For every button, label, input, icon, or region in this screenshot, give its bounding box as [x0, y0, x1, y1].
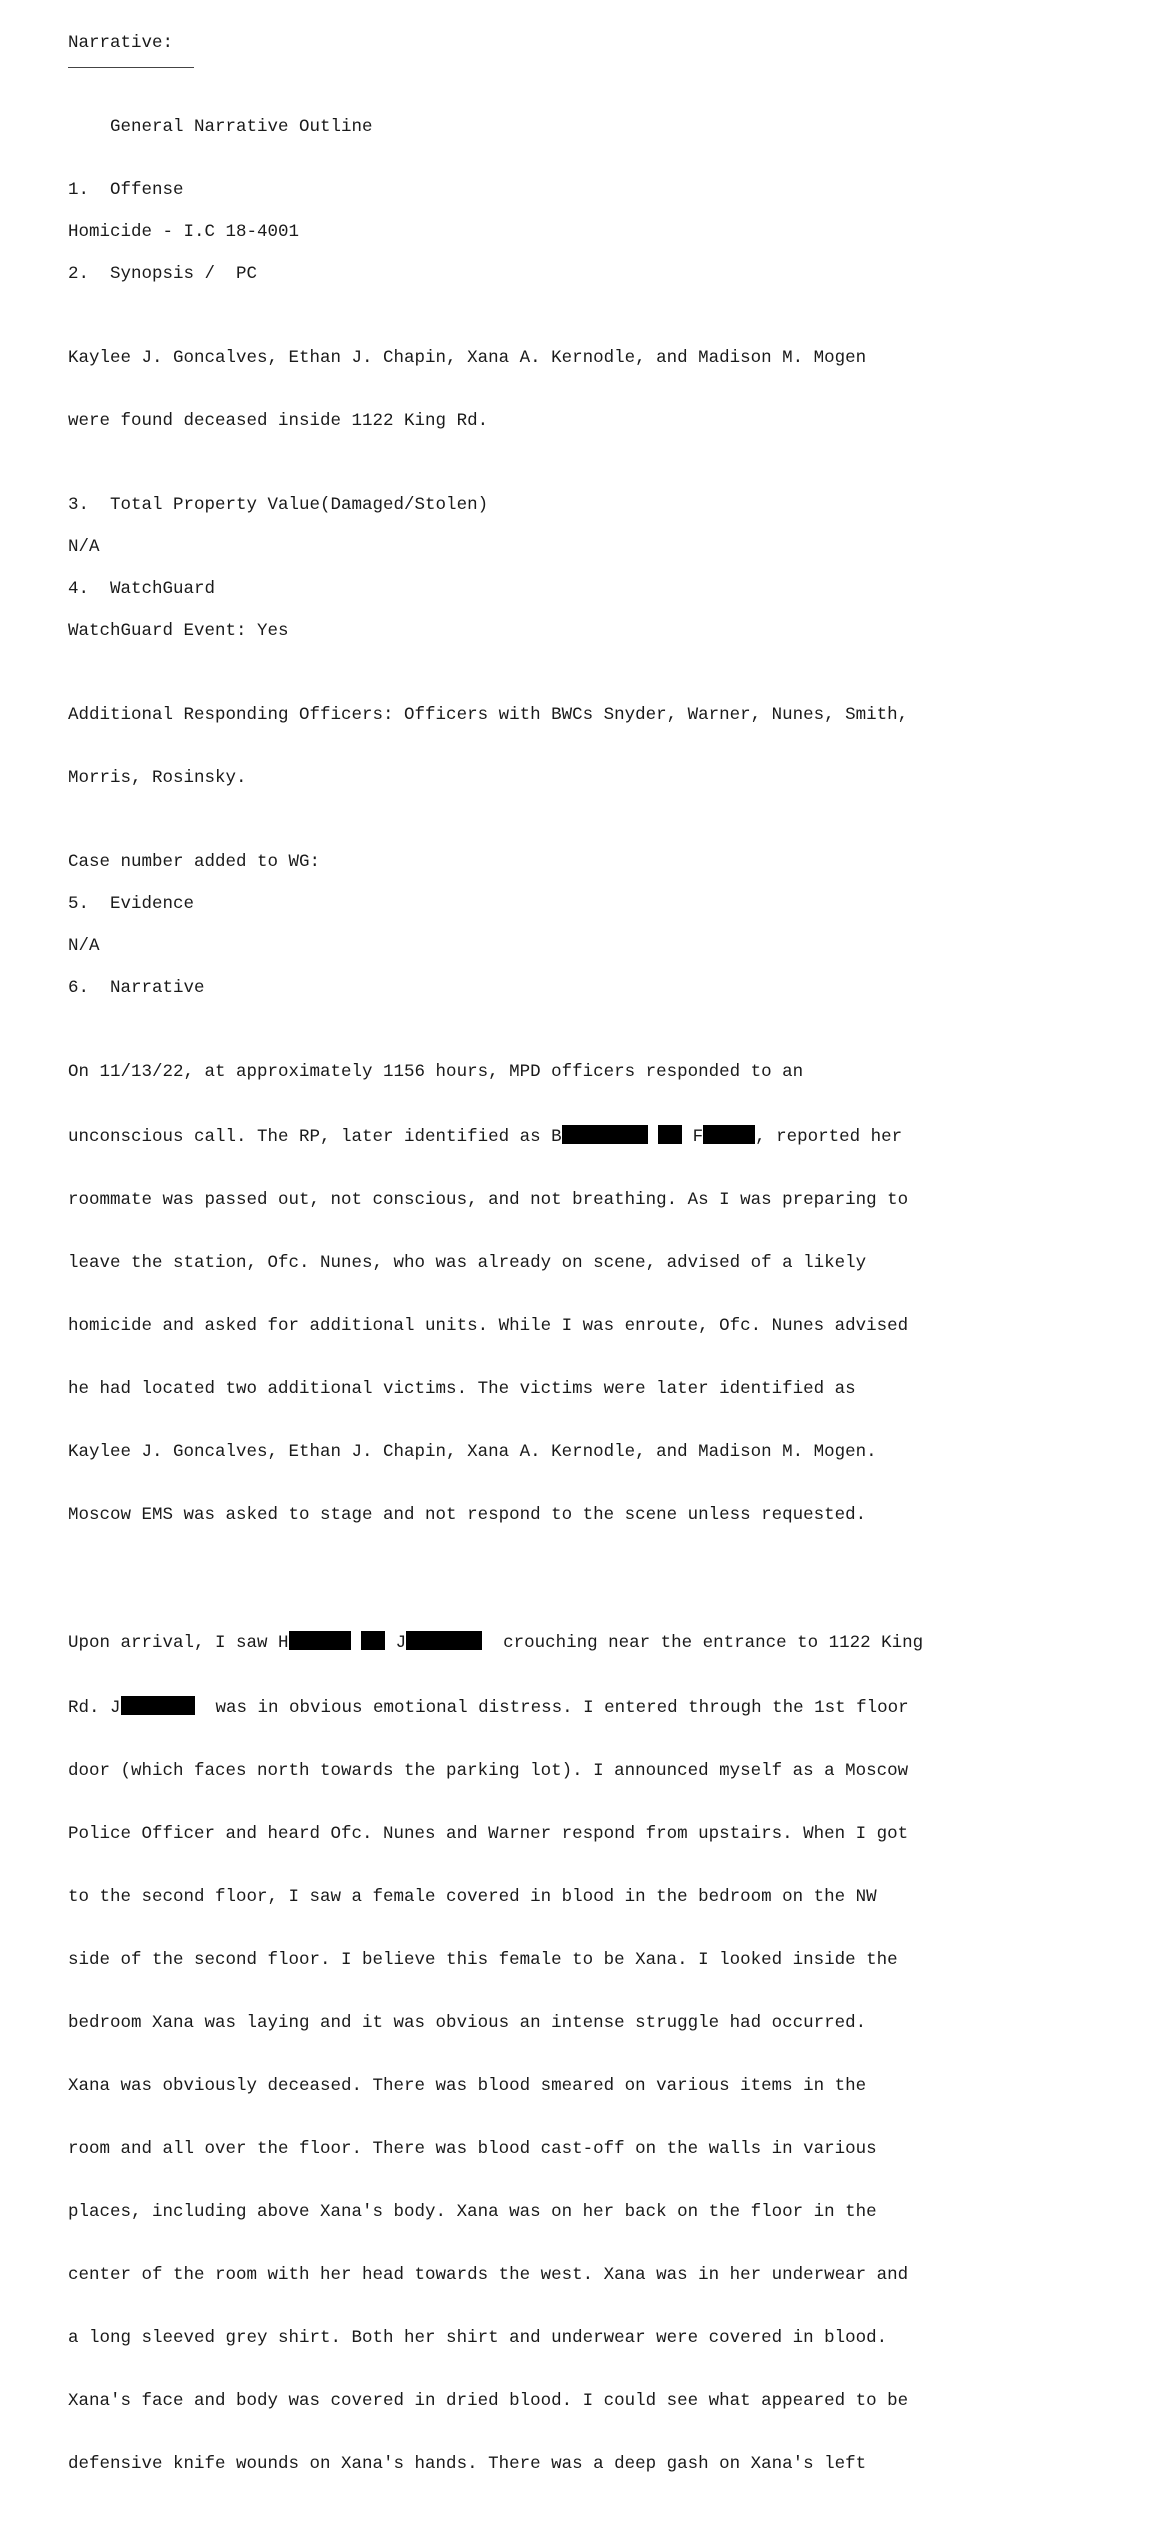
section-narrative-heading: 6. Narrative [68, 978, 205, 998]
narrative-line: Moscow EMS was asked to stage and not respond to the scene unless requested. [68, 1505, 867, 1525]
redaction-bar [406, 1631, 482, 1650]
report-page [68, 33, 1148, 2538]
text-segment: , reported her [755, 1127, 903, 1147]
text-segment: unconscious call. The RP, later identified as B [68, 1127, 562, 1147]
watchguard-event: WatchGuard Event: Yes [68, 621, 289, 641]
watchguard-case-number: Case number added to WG: [68, 852, 321, 872]
text-segment: crouching near the entrance to 1122 King [503, 1633, 924, 1653]
section-evidence-heading: 5. Evidence [68, 894, 195, 914]
narrative-line: defensive knife wounds on Xana's hands. There was a deep gash on Xana's left [68, 2454, 867, 2474]
text-segment: J [395, 1633, 407, 1653]
section-offense-heading: 1. Offense [68, 180, 184, 200]
narrative-line: places, including above Xana's body. Xana was on her back on the floor in the [68, 2202, 877, 2222]
narrative-line: bedroom Xana was laying and it was obvious an intense struggle had occurred. [68, 2013, 867, 2033]
text-segment: Rd. J [68, 1698, 121, 1718]
narrative-label: Narrative: [68, 33, 174, 53]
narrative-line: door (which faces north towards the parking lot). I announced myself as a Moscow [68, 1761, 909, 1781]
text-segment: was in obvious emotional distress. I entered through the 1st floor [215, 1698, 909, 1718]
officers-line: Additional Responding Officers: Officers with BWCs Snyder, Warner, Nunes, Smith, [68, 705, 909, 725]
section-synopsis-body [68, 306, 1148, 474]
redaction-bar [289, 1631, 351, 1650]
section-synopsis-heading: 2. Synopsis / PC [68, 264, 258, 284]
redaction-bar [703, 1125, 755, 1144]
narrative-paragraph-2 [68, 1589, 1148, 2517]
redaction-bar [658, 1125, 682, 1144]
section-property-body: N/A [68, 537, 100, 557]
narrative-line: he had located two additional victims. The victims were later identified as [68, 1379, 856, 1399]
section-property-heading: 3. Total Property Value(Damaged/Stolen) [68, 495, 489, 515]
redaction-bar [121, 1696, 195, 1715]
narrative-line: leave the station, Ofc. Nunes, who was already on scene, advised of a likely [68, 1253, 867, 1273]
outline-title-block [68, 75, 1148, 159]
narrative-line: a long sleeved grey shirt. Both her shirt and underwear were covered in blood. [68, 2328, 888, 2348]
text-segment: F [692, 1127, 704, 1147]
narrative-line: Kaylee J. Goncalves, Ethan J. Chapin, Xana A. Kernodle, and Madison M. Mogen. [68, 1442, 877, 1462]
narrative-paragraph-1 [68, 1020, 1148, 1568]
officers-line: Morris, Rosinsky. [68, 768, 247, 788]
redaction-bar [562, 1125, 648, 1144]
section-offense-body: Homicide - I.C 18-4001 [68, 222, 300, 242]
text-segment: Upon arrival, I saw H [68, 1633, 289, 1653]
narrative-line-with-redactions [68, 1125, 1148, 1148]
redaction-bar [361, 1631, 385, 1650]
narrative-line: side of the second floor. I believe this female to be Xana. I looked inside the [68, 1950, 898, 1970]
narrative-line: roommate was passed out, not conscious, and not breathing. As I was preparing to [68, 1190, 909, 1210]
watchguard-officers [68, 663, 1148, 831]
outline-title: General Narrative Outline [110, 117, 373, 137]
narrative-line: Police Officer and heard Ofc. Nunes and Warner respond from upstairs. When I got [68, 1824, 909, 1844]
narrative-line: Xana was obviously deceased. There was blood smeared on various items in the [68, 2076, 867, 2096]
outline-underline [68, 67, 194, 68]
section-evidence-body: N/A [68, 936, 100, 956]
narrative-line: Xana's face and body was covered in dried blood. I could see what appeared to be [68, 2391, 909, 2411]
narrative-line: room and all over the floor. There was blood cast-off on the walls in various [68, 2139, 877, 2159]
synopsis-line: were found deceased inside 1122 King Rd. [68, 411, 489, 431]
narrative-line: to the second floor, I saw a female covered in blood in the bedroom on the NW [68, 1887, 877, 1907]
narrative-line-with-redactions [68, 1631, 1148, 1654]
narrative-line: center of the room with her head towards the west. Xana was in her underwear and [68, 2265, 909, 2285]
section-watchguard-heading: 4. WatchGuard [68, 579, 216, 599]
synopsis-line: Kaylee J. Goncalves, Ethan J. Chapin, Xana A. Kernodle, and Madison M. Mogen [68, 348, 867, 368]
narrative-line-with-redactions [68, 1696, 1148, 1719]
narrative-line: homicide and asked for additional units. While I was enroute, Ofc. Nunes advised [68, 1316, 909, 1336]
narrative-line: On 11/13/22, at approximately 1156 hours, MPD officers responded to an [68, 1062, 804, 1082]
